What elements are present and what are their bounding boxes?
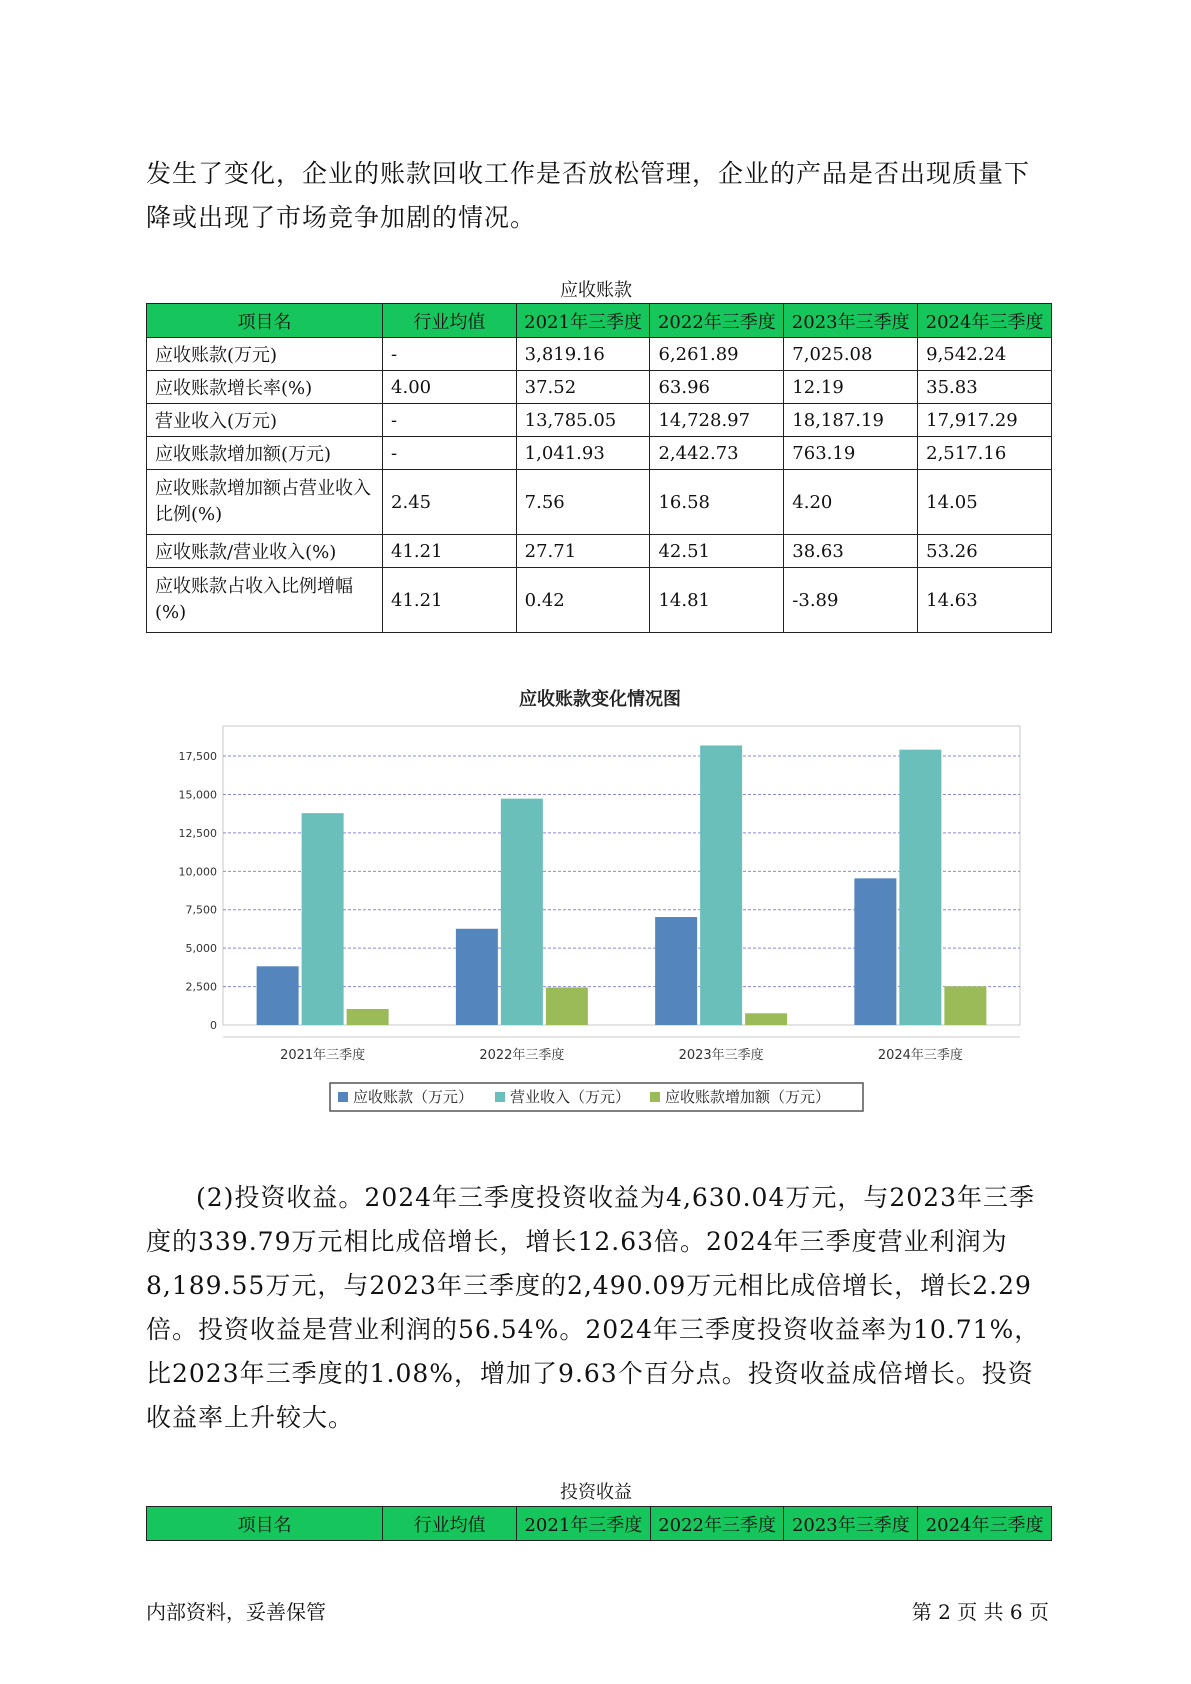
receivables-bar-chart: [150, 683, 1050, 1133]
table-cell: 14,728.97: [650, 404, 784, 437]
table-header-row: [147, 304, 1052, 338]
table-row: [147, 338, 1052, 371]
y-tick-label: 5,000: [185, 942, 217, 956]
table-cell: 42.51: [650, 535, 784, 568]
bar-3: [944, 986, 986, 1025]
table-row: [147, 404, 1052, 437]
bar-3: [745, 1013, 787, 1025]
table-row: [147, 437, 1052, 470]
table-cell: 7.56: [516, 470, 650, 535]
bar-1: [854, 878, 896, 1025]
table-row: [147, 470, 1052, 535]
bar-3: [347, 1009, 389, 1025]
header-cell: 2024年三季度: [918, 1507, 1052, 1541]
table-cell: 14.63: [918, 568, 1052, 633]
bar-2: [501, 799, 543, 1025]
table-cell: 1,041.93: [516, 437, 650, 470]
x-tick-label: 2024年三季度: [877, 1048, 963, 1063]
table-cell: 3,819.16: [516, 338, 650, 371]
table-cell: -: [383, 338, 517, 371]
table-cell: -: [383, 404, 517, 437]
table-cell: 27.71: [516, 535, 650, 568]
table-caption-receivables: 应收账款: [560, 280, 632, 301]
table-cell: -3.89: [784, 568, 918, 633]
table-cell: 4.00: [383, 371, 517, 404]
y-tick-label: 7,500: [185, 903, 217, 917]
table-cell: 0.42: [516, 568, 650, 633]
table-row: [147, 568, 1052, 633]
header-cell: 行业均值: [383, 304, 517, 338]
bar-1: [456, 929, 498, 1025]
legend-label: 应收账款（万元）: [353, 1088, 474, 1106]
header-cell: 2023年三季度: [784, 304, 918, 338]
table-cell: 应收账款增长率(%): [147, 371, 383, 404]
table-cell: -: [383, 437, 517, 470]
table-cell: 2,517.16: [918, 437, 1052, 470]
x-tick-label: 2021年三季度: [280, 1048, 366, 1063]
table-cell: 17,917.29: [918, 404, 1052, 437]
y-tick-label: 2,500: [185, 980, 217, 994]
header-cell: 2024年三季度: [918, 304, 1052, 338]
table-cell: 37.52: [516, 371, 650, 404]
table-header-row: [147, 1507, 1052, 1541]
receivables-table: [146, 303, 1052, 633]
header-cell: 2021年三季度: [517, 1507, 651, 1541]
header-cell: 项目名: [147, 1507, 383, 1541]
table-cell: 16.58: [650, 470, 784, 535]
table-cell: 14.81: [650, 568, 784, 633]
bar-3: [546, 987, 588, 1025]
header-cell: 2022年三季度: [650, 304, 784, 338]
table-cell: 2.45: [383, 470, 517, 535]
y-tick-label: 12,500: [178, 826, 217, 840]
table-cell: 14.05: [918, 470, 1052, 535]
chart-title: 应收账款变化情况图: [519, 689, 681, 710]
legend-swatch-1: [338, 1092, 348, 1102]
bar-1: [655, 917, 697, 1025]
table-cell: 6,261.89: [650, 338, 784, 371]
table-cell: 4.20: [784, 470, 918, 535]
y-tick-label: 17,500: [178, 750, 217, 764]
bar-2: [700, 745, 742, 1025]
header-cell: 行业均值: [383, 1507, 517, 1541]
bar-2: [302, 813, 344, 1025]
table-cell: 12.19: [784, 371, 918, 404]
table-cell: 应收账款增加额(万元): [147, 437, 383, 470]
table-cell: 营业收入(万元): [147, 404, 383, 437]
table-cell: 应收账款增加额占营业收入比例(%): [147, 470, 383, 535]
legend-swatch-2: [495, 1092, 505, 1102]
table-cell: 应收账款占收入比例增幅(%): [147, 568, 383, 633]
table-cell: 9,542.24: [918, 338, 1052, 371]
legend-label: 营业收入（万元）: [510, 1088, 631, 1106]
header-cell: 2021年三季度: [516, 304, 650, 338]
paragraph-investment-income: (2)投资收益。2024年三季度投资收益为4,630.04万元，与2023年三季度的339.79万元相比成倍增长，增长12.63倍。2024年三季度营业利润为8,189.55万元，与2023年三季度的2,490.09万元相比成倍增长，增长2.29倍。投资收益是营业利润的56.54%。2024年三季度投资收益率为10.71%，比2023年三季度的1.08%，增加了9.63个百分点。投资收益成倍增长。投资收益率上升较大。: [146, 1183, 1041, 1432]
table-cell: 41.21: [383, 535, 517, 568]
legend-label: 应收账款增加额（万元）: [665, 1088, 831, 1106]
table-cell: 13,785.05: [516, 404, 650, 437]
paragraph-receivables-intro: 发生了变化，企业的账款回收工作是否放松管理，企业的产品是否出现质量下降或出现了市场竞争加剧的情况。: [146, 159, 1031, 232]
table-cell: 应收账款/营业收入(%): [147, 535, 383, 568]
table-cell: 53.26: [918, 535, 1052, 568]
table-cell: 应收账款(万元): [147, 338, 383, 371]
x-tick-label: 2022年三季度: [479, 1048, 565, 1063]
table-cell: 38.63: [784, 535, 918, 568]
table-cell: 7,025.08: [784, 338, 918, 371]
bar-2: [899, 750, 941, 1025]
header-cell: 项目名: [147, 304, 383, 338]
header-cell: 2022年三季度: [650, 1507, 784, 1541]
y-tick-label: 15,000: [178, 788, 217, 802]
bar-1: [257, 966, 299, 1025]
table-cell: 2,442.73: [650, 437, 784, 470]
table-cell: 63.96: [650, 371, 784, 404]
table-row: [147, 535, 1052, 568]
table-caption-investment: 投资收益: [560, 1482, 632, 1503]
y-tick-label: 0: [210, 1019, 217, 1032]
x-tick-label: 2023年三季度: [678, 1048, 764, 1063]
footer-page-number: 第 2 页 共 6 页: [911, 1600, 1049, 1624]
investment-income-table: [146, 1506, 1052, 1541]
table-cell: 35.83: [918, 371, 1052, 404]
table-cell: 41.21: [383, 568, 517, 633]
table-row: [147, 371, 1052, 404]
legend-swatch-3: [650, 1092, 660, 1102]
header-cell: 2023年三季度: [784, 1507, 918, 1541]
footer-confidential-note: 内部资料，妥善保管: [146, 1600, 326, 1624]
table-cell: 18,187.19: [784, 404, 918, 437]
table-cell: 763.19: [784, 437, 918, 470]
y-tick-label: 10,000: [178, 865, 217, 879]
